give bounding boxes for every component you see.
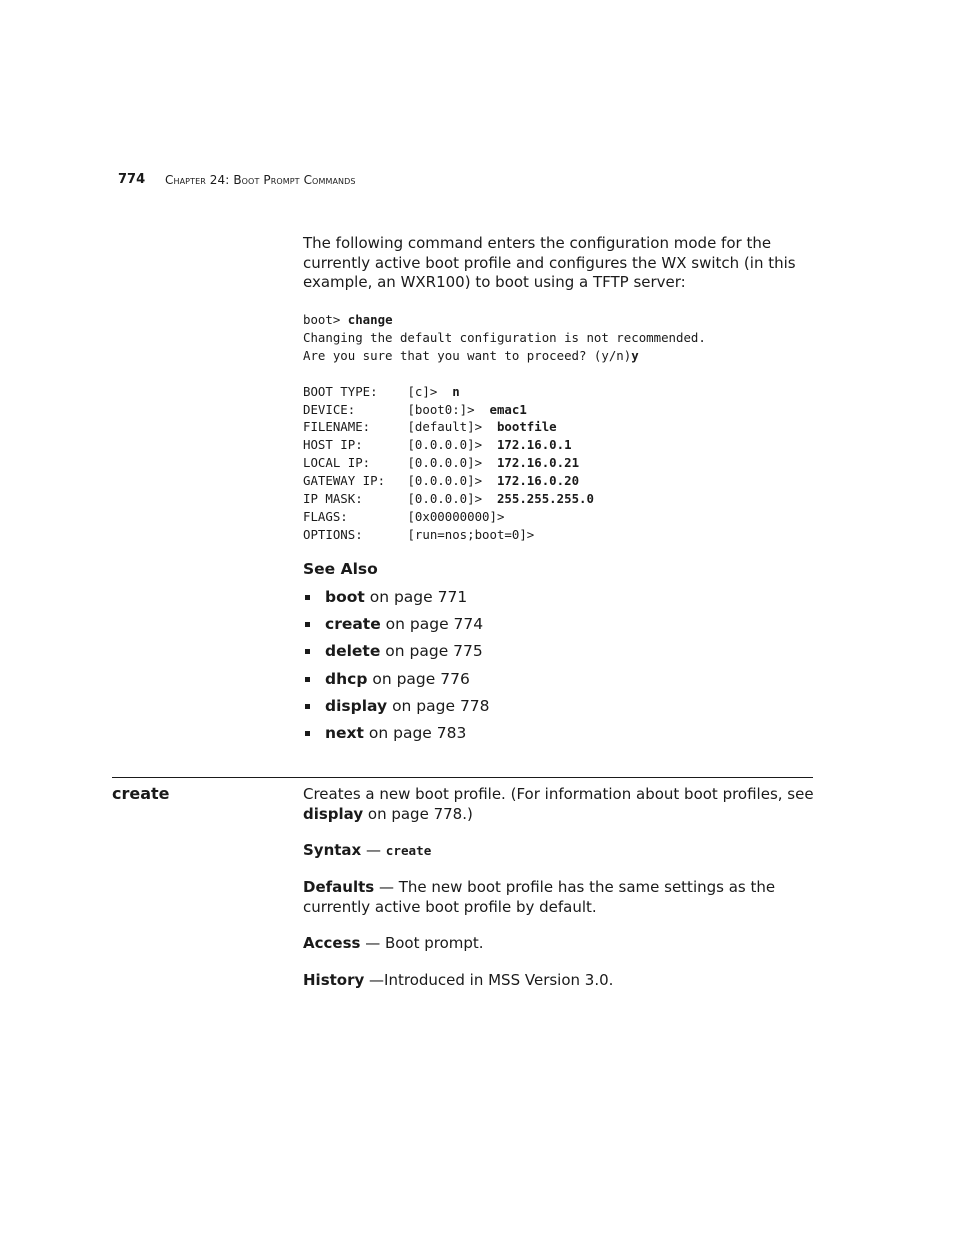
code-row-value: bootfile <box>496 419 557 435</box>
history-label: History <box>303 971 365 989</box>
see-also-list <box>303 586 490 749</box>
code-row-prompt: [0x00000000]> <box>407 508 505 524</box>
see-also-page-ref: on page 775 <box>380 642 483 661</box>
see-also-link-boot[interactable]: boot <box>325 588 365 606</box>
code-row-prompt: [0.0.0.0]> <box>407 455 490 471</box>
code-prompt: boot> <box>303 312 348 327</box>
see-also-link-display[interactable]: display <box>325 696 388 715</box>
code-row-value: 255.255.255.0 <box>496 491 594 507</box>
list-item <box>303 613 490 640</box>
description-page-ref: on page 778.) <box>363 804 473 823</box>
bullet-square-icon <box>305 731 310 736</box>
defaults-label: Defaults <box>303 878 375 896</box>
list-item <box>303 668 490 695</box>
intro-paragraph: The following command enters the configuration mode for the currently active boot profile and configures the WX switch (in this example, an WXR100) to boot using a TFTP server: <box>303 234 796 291</box>
section-title: create <box>112 784 170 803</box>
code-row-value: emac1 <box>489 401 527 417</box>
see-also-link-delete[interactable]: delete <box>325 642 381 661</box>
history-text: —Introduced in MSS Version 3.0. <box>364 971 614 989</box>
code-row-prompt: [0.0.0.0]> <box>407 473 490 489</box>
see-also-page-ref: on page 774 <box>380 615 484 634</box>
list-item <box>303 695 490 722</box>
code-row-prompt: [c]> <box>407 383 445 399</box>
display-link[interactable]: display <box>303 804 364 823</box>
code-row-label: FILENAME: <box>303 419 408 435</box>
access-text: — Boot prompt. <box>360 934 484 952</box>
code-row-prompt: [run=nos;boot=0]> <box>407 526 535 542</box>
page-number: 774 <box>118 172 146 187</box>
chapter-title: Chapter 24: Boot Prompt Commands <box>165 173 356 187</box>
history-line <box>303 971 818 991</box>
access-line <box>303 934 818 954</box>
see-also-page-ref: on page 783 <box>363 723 467 742</box>
code-row-label: OPTIONS: <box>303 526 408 542</box>
see-also-link-dhcp[interactable]: dhcp <box>325 669 368 688</box>
code-answer: y <box>631 347 639 363</box>
syntax-command: create <box>385 843 432 858</box>
list-item <box>303 640 490 667</box>
code-row-value: 172.16.0.21 <box>496 455 580 471</box>
code-row-label: BOOT TYPE: <box>303 383 408 399</box>
syntax-separator: — <box>361 841 386 859</box>
see-also-link-create[interactable]: create <box>325 615 381 634</box>
bullet-square-icon <box>305 622 310 627</box>
code-command: change <box>347 312 393 327</box>
code-row-prompt: [default]> <box>407 419 490 435</box>
section-divider <box>112 777 813 778</box>
code-block <box>303 311 706 544</box>
see-also-page-ref: on page 776 <box>367 669 470 688</box>
code-row-prompt: [0.0.0.0]> <box>407 437 490 453</box>
syntax-label: Syntax <box>303 841 362 859</box>
code-config-rows <box>303 384 594 542</box>
see-also-heading: See Also <box>303 560 378 578</box>
see-also-link-next[interactable]: next <box>325 723 364 742</box>
defaults-line <box>303 878 818 917</box>
code-row-prompt: [0.0.0.0]> <box>407 491 490 507</box>
code-row-label: HOST IP: <box>303 437 408 453</box>
code-row-value: 172.16.0.1 <box>496 437 572 453</box>
access-label: Access <box>303 934 361 952</box>
code-row-label: FLAGS: <box>303 508 408 524</box>
code-warning: Changing the default configuration is not recommended. <box>303 329 706 345</box>
list-item <box>303 586 490 613</box>
bullet-square-icon <box>305 649 310 654</box>
code-row-label: GATEWAY IP: <box>303 473 408 489</box>
see-also-page-ref: on page 771 <box>364 588 468 606</box>
code-row-value: n <box>452 383 460 399</box>
description-text: Creates a new boot profile. (For information about boot profiles, see <box>303 785 814 803</box>
bullet-square-icon <box>305 704 310 709</box>
bullet-square-icon <box>305 677 310 682</box>
code-row-label: LOCAL IP: <box>303 455 408 471</box>
code-row-value: 172.16.0.20 <box>496 473 580 489</box>
see-also-page-ref: on page 778 <box>387 696 490 715</box>
code-row-label: IP MASK: <box>303 491 408 507</box>
code-question: Are you sure that you want to proceed? (y/n) <box>303 347 632 363</box>
create-description <box>303 785 818 824</box>
bullet-square-icon <box>305 595 310 600</box>
code-row-prompt: [boot0:]> <box>407 401 483 417</box>
defaults-text: — The new boot profile has the same settings as the currently active boot profile by default. <box>303 878 776 916</box>
code-row-label: DEVICE: <box>303 401 408 417</box>
syntax-line <box>303 841 818 861</box>
list-item <box>303 722 490 749</box>
